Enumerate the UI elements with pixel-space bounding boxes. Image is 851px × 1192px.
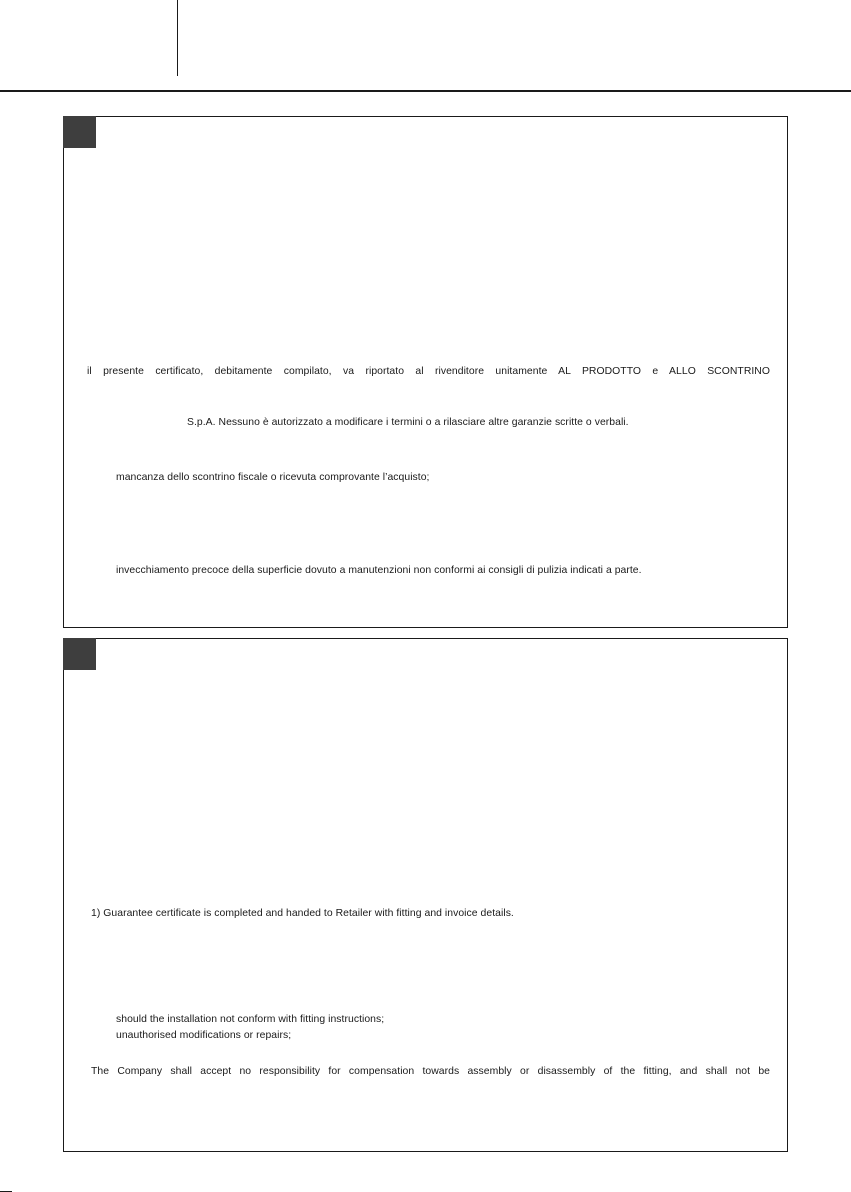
italian-line-receipt: mancanza dello scontrino fiscale o ricevuta comprovante l’acquisto; <box>116 472 430 483</box>
italian-warranty-panel <box>63 116 788 628</box>
italian-line-terms: S.p.A. Nessuno è autorizzato a modificare i termini o a rilasciare altre garanzie scritte o verbali. <box>187 417 629 428</box>
english-warranty-panel <box>63 638 788 1152</box>
section-marker-square <box>63 116 96 148</box>
english-line-installation: should the installation not conform with fitting instructions; <box>116 1014 385 1025</box>
english-line-responsibility: The Company shall accept no responsibility for compensation towards assembly or disassembly of the fitting, and shall not be <box>91 1066 770 1077</box>
section-marker-square <box>63 638 96 670</box>
header-horizontal-rule <box>0 90 851 92</box>
english-line-certificate: 1) Guarantee certificate is completed and handed to Retailer with fitting and invoice details. <box>91 908 514 919</box>
english-line-modifications: unauthorised modifications or repairs; <box>116 1030 292 1041</box>
italian-line-surface: invecchiamento precoce della superficie dovuto a manutenzioni non conformi ai consigli di pulizia indicati a parte. <box>116 565 642 576</box>
header-vertical-divider <box>177 0 178 76</box>
italian-line-certificate: il presente certificato, debitamente compilato, va riportato al rivenditore unitamente AL PRODOTTO e ALLO SCONTRINO <box>87 366 770 377</box>
